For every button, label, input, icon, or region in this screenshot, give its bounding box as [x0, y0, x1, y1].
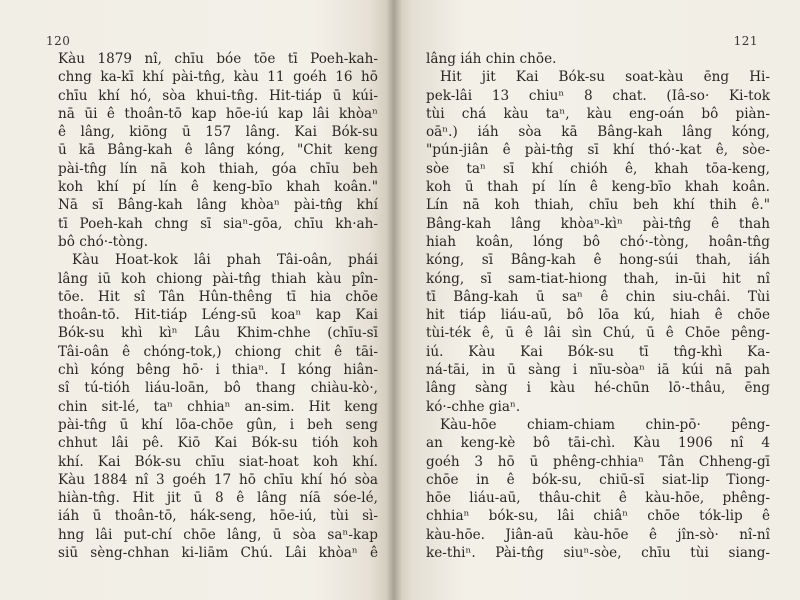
text-line: Tâi-oân ê chóng-tok,) chiong chit ê tāi-	[58, 343, 378, 360]
text-line: hōe liáu-aū, thâu-chit ê kàu-hōe, phêng-	[426, 490, 770, 507]
text-line: chhut lâi pê. Kiō Kai Bók-su tióh koh	[58, 435, 378, 452]
left-page-text	[58, 50, 378, 562]
text-line: pek-lâi 13 chiuⁿ 8 chat. (Iâ-so· Ki-tok	[426, 87, 770, 104]
text-line: kóng, sī Bâng-kah ê hong-súi thah, iáh	[426, 252, 770, 269]
text-line: tùi chá kàu taⁿ, kàu eng-oán bô piàn-	[426, 105, 770, 122]
text-line: Bók-su khì kìⁿ Lâu Khim-chhe (chīu-sī	[58, 325, 378, 342]
text-line: khí. Kai Bók-su chīu siat-hoat koh khí.	[58, 453, 378, 470]
left-page	[0, 0, 392, 600]
text-line: hit tiáp liáu-aū, bô lōa kú, hiah ê chōe	[426, 307, 770, 324]
text-line: chhiaⁿ bók-su, lâi chiâⁿ chōe tók-lip ê	[426, 508, 770, 525]
text-line: Nā sī Bâng-kah lâng khòaⁿ pài-tn̂g khí	[58, 197, 378, 214]
text-line: Hit jit Kai Bók-su soat-kàu ēng Hi-	[440, 69, 770, 86]
text-line: ū kā Bâng-kah ê lâng kóng, "Chit keng	[58, 142, 378, 159]
text-line: Kàu Hoat-kok lâi phah Tâi-oân, phái	[72, 252, 378, 269]
text-line: lâng iáh chin chōe.	[426, 51, 557, 67]
left-page-number: 120	[46, 34, 71, 48]
text-line: kó·-chhe giaⁿ.	[426, 398, 521, 415]
text-line: chin sit-lé, taⁿ chhiaⁿ an-sim. Hit keng	[58, 398, 378, 415]
text-line: iáh ū thoân-tō, hák-seng, hōe-iú, tùi sì-	[58, 508, 378, 525]
text-line: iú. Kàu Kai Bók-su tī tn̂g-khì Ka-	[426, 343, 770, 360]
right-page-text	[426, 50, 770, 562]
text-line: tī Poeh-kah chng sī siaⁿ-gōa, chīu kh·ah-	[58, 215, 378, 232]
right-page-number: 121	[733, 34, 758, 48]
text-line: bô chó·-tòng.	[58, 233, 149, 250]
right-page	[392, 0, 800, 600]
text-line: ke-thiⁿ. Pài-tn̂g siuⁿ-sòe, chīu tùi siang-	[426, 545, 770, 562]
text-line: hiàn-tn̂g. Hit jit ū 8 ê lâng níā sóe-lé,	[58, 490, 378, 507]
text-line: Lín nā koh thiah, chīu beh khí thih ê."	[426, 197, 770, 214]
text-line: pài-tn̂g lín nā koh thiah, góa chīu beh	[58, 160, 378, 177]
text-line: kóng, sī sam-tiat-hiong thah, in-ūi hit nî	[426, 270, 770, 287]
text-line: thoân-tō. Hit-tiáp Léng-sū koaⁿ kap Kai	[58, 307, 378, 324]
text-line: "pún-jiân ê pài-tn̂g sī khí thó·-kat ê, sòe-	[426, 142, 770, 159]
text-line: kàu-hōe. Jiân-aū kàu-hōe ê jîn-sò· nî-nî	[426, 526, 770, 543]
text-line: pài-tn̂g ū khí lōa-chōe gûn, i beh seng	[58, 416, 378, 433]
text-line: Kàu 1879 nî, chīu bóe tōe tī Poeh-kah-	[58, 51, 378, 67]
text-line: tùi-ték ê, ū ê lâi sìn Chú, ū ê Chōe pêng-	[426, 325, 770, 342]
text-line: sòe taⁿ sī khí chióh ê, khah tōa-keng,	[426, 160, 770, 177]
text-line: an keng-kè bô tāi-chì. Kàu 1906 nî 4	[426, 435, 770, 452]
text-line: sî tú-tióh liáu-loān, bô thang chiàu-kò·,	[58, 380, 378, 397]
text-line: Kàu-hōe chiam-chiam chin-pō· pêng-	[440, 416, 770, 433]
text-line: chōe in ê bók-su, chiū-sī siat-lip Tiong-	[426, 471, 770, 488]
text-line: koh ū thah pí lín ê keng-bīo khah koân.	[426, 179, 770, 196]
text-line: tōe. Hit sî Tân Hûn-thêng tī hia chōe	[58, 288, 378, 305]
text-line: oāⁿ.) iáh sòa kā Bâng-kah lâng kóng,	[426, 124, 770, 141]
text-line: lâng sàng i kàu hé-chūn lō·-thâu, ēng	[426, 380, 770, 397]
text-line: hiah koân, lóng bô chó·-tòng, hoân-tn̂g	[426, 233, 770, 250]
text-line: chì kóng bêng hō· i thiaⁿ. I kóng hiân-	[58, 362, 378, 379]
text-line: ná-tāi, in ū sàng i nīu-sòaⁿ iā kúi nā pah	[426, 362, 770, 379]
text-line: siū sèng-chhan ki-liām Chú. Lâi khòaⁿ ê	[58, 545, 378, 562]
text-line: Kàu 1884 nî 3 goéh 17 hō chīu khí hó sòa	[58, 471, 378, 488]
text-line: hng lâi put-chí chōe lâng, ū sòa saⁿ-kap	[58, 526, 378, 543]
text-line: nā ūi ê thoân-tō kap hōe-iú kap lâi khòaⁿ	[58, 105, 378, 122]
text-line: koh khí pí lín ê keng-bīo khah koân."	[58, 179, 378, 196]
text-line: ê lâng, kiōng ū 157 lâng. Kai Bók-su	[58, 124, 378, 141]
text-line: lâng iū koh chiong pài-tn̂g thiah kàu pîn-	[58, 270, 378, 287]
text-line: goéh 3 hō ū phêng-chhiaⁿ Tân Chheng-gī	[426, 453, 770, 470]
text-line: chīu khí hó, sòa khui-tn̂g. Hit-tiáp ū kúi-	[58, 87, 378, 104]
text-line: chng ka-kī khí pài-tn̂g, kàu 11 goéh 16 hō	[58, 69, 378, 86]
text-line: tī Bâng-kah ū saⁿ ê chin siu-châi. Tùi	[426, 288, 770, 305]
text-line: Bâng-kah lâng khòaⁿ-kìⁿ pài-tn̂g ê thah	[426, 215, 770, 232]
